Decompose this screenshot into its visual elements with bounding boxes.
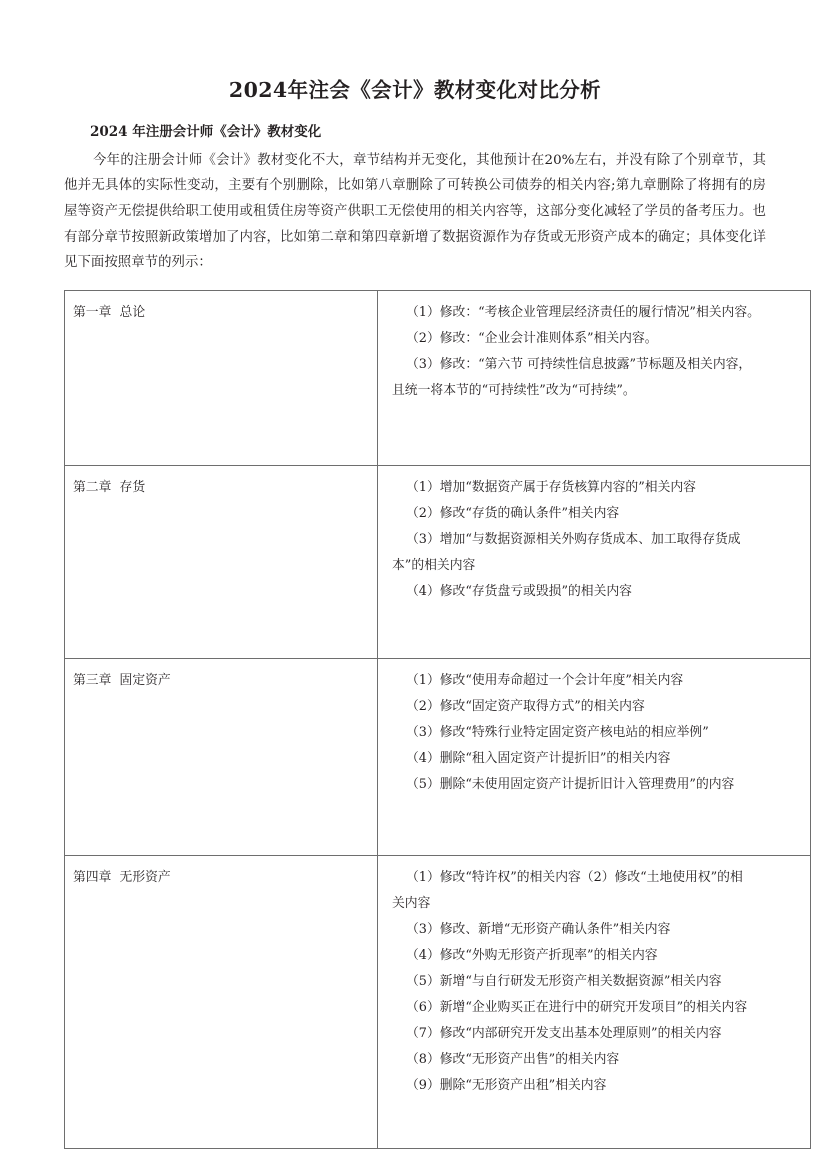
row-spacer (73, 501, 367, 649)
chapter-cell (65, 290, 378, 465)
change-line: （5）删除“未使用固定资产计提折旧计入管理费用”的内容 (406, 776, 735, 792)
intro-paragraph: 今年的注册会计师《会计》教材变化不大，章节结构并无变化，其他预计在20%左右，并没有除了个别章节，其他并无具体的实际性变动，主要有个别删除，比如第八章删除了可转换公司债券的相关内容;第九章删除了将拥有的房屋等资产无偿提供给职工使用或租赁住房等资产供职工无偿使用的相关内容等，这部分变化减轻了学员的备考压力。也有部分章节按照新政策增加了内容，比如第二章和第四章新增了数据资源作为存货或无形资产成本的确定；具体变化详见下面按照章节的列示： (64, 152, 766, 271)
chapter-name: 第一章 总论 (73, 304, 146, 320)
change-line: （4）修改“外购无形资产折现率”的相关内容 (406, 947, 658, 963)
change-line: （1）修改“特许权”的相关内容（2）修改“土地使用权”的相 (406, 869, 743, 885)
row-spacer (73, 891, 367, 1139)
change-line: （2）修改“存货的确认条件”相关内容 (406, 505, 620, 521)
change-line: （1）增加“数据资产属于存货核算内容的”相关内容 (406, 479, 696, 495)
change-line: 关内容 (392, 895, 431, 911)
change-line: （7）修改“内部研究开发支出基本处理原则”的相关内容 (406, 1025, 722, 1041)
row-spacer (73, 326, 367, 456)
change-line: （4）修改“存货盘亏或毁损”的相关内容 (406, 583, 632, 599)
chapter-name: 第三章 固定资产 (73, 672, 171, 688)
chapter-cell (65, 465, 378, 658)
changes-cell (378, 465, 811, 658)
change-line: （8）修改“无形资产出售”的相关内容 (406, 1051, 620, 1067)
changes-cell (378, 855, 811, 1148)
change-line: （1）修改“使用寿命超过一个会计年度”相关内容 (406, 672, 684, 688)
change-line: 且统一将本节的“可持续性”改为“可持续”。 (392, 382, 636, 398)
table-row (65, 290, 811, 465)
change-line: 本”的相关内容 (392, 557, 476, 573)
changes-cell (378, 658, 811, 855)
change-line: （3）修改：“第六节 可持续性信息披露”节标题及相关内容， (406, 356, 752, 372)
chapter-cell (65, 658, 378, 855)
chapter-name: 第四章 无形资产 (73, 869, 171, 885)
table-row (65, 465, 811, 658)
change-line: （6）新增“企业购买正在进行中的研究开发项目”的相关内容 (406, 999, 748, 1015)
change-line: （3）修改、新增“无形资产确认条件”相关内容 (406, 921, 671, 937)
table-body (65, 290, 811, 1148)
chapter-name: 第二章 存货 (73, 479, 146, 495)
change-line: （2）修改：“企业会计准则体系”相关内容。 (406, 330, 658, 346)
change-line: （9）删除“无形资产出租”相关内容 (406, 1077, 607, 1093)
change-line: （3）增加“与数据资源相关外购存货成本、加工取得存货成 (406, 531, 741, 547)
change-line: （3）修改“特殊行业特定固定资产核电站的相应举例” (406, 724, 709, 740)
changes-cell (378, 290, 811, 465)
chapter-changes-table (64, 290, 811, 1149)
page-title: 2024年注会《会计》教材变化对比分析 (228, 78, 602, 102)
row-spacer (73, 694, 367, 846)
change-line: （4）删除“租入固定资产计提折旧”的相关内容 (406, 750, 671, 766)
table-row (65, 855, 811, 1148)
change-line: （1）修改：“考核企业管理层经济责任的履行情况”相关内容。 (406, 304, 760, 320)
table-row (65, 658, 811, 855)
section-subheading: 2024 年注册会计师《会计》教材变化 (90, 123, 322, 140)
change-line: （2）修改“固定资产取得方式”的相关内容 (406, 698, 645, 714)
change-line: （5）新增“与自行研发无形资产相关数据资源”相关内容 (406, 973, 722, 989)
chapter-cell (65, 855, 378, 1148)
